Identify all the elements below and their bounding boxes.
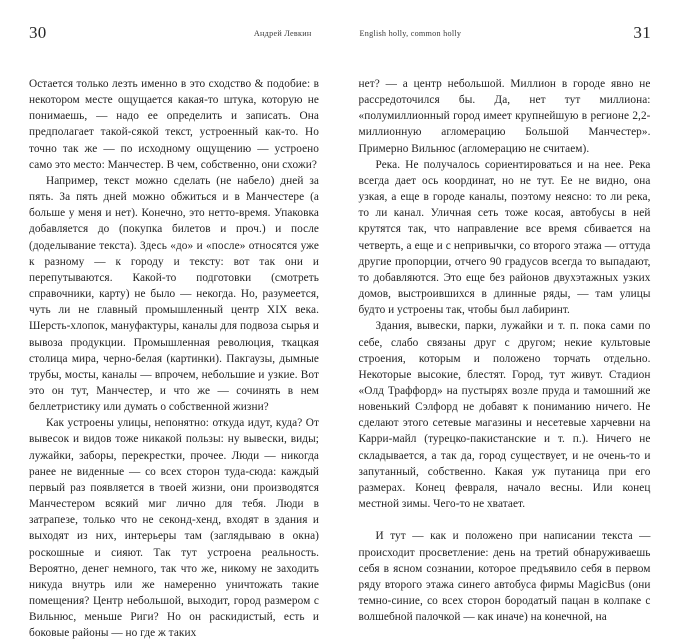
paragraph: Река. Не получалось сориентироваться и на нее. Река всегда дает ось координат, но не тут. Ее не видно, она узкая, а еще в городе каналы, поэтому неясно: то ли река, то ли канал. Уличная сеть тоже косая, автобусы в ней крутятся так, что направление все время сбивается на четверть, а еще и с непривычки, со второго этажа — оттуда другие пропорции, отчего 90 градусов всегда то выпадают, то добавляются. Это еще без районов двухэтажных узких домов, выстроившихся в длинные ряды, — там улицы будто и устроены так, чтобы был лабиринт. (359, 157, 651, 319)
running-head-right (359, 24, 652, 54)
page-right (338, 0, 675, 540)
page-left (0, 0, 338, 540)
paragraph: Например, текст можно сделать (не набело) дней за пять. За пять дней можно обжиться и в Манчестере (а больше у меня и нет). Конечно, это нетто-время. Упаковка добавляется до (покупка билетов и проч.) и после (доделывание текста). Здесь «до» и «после» относятся уже к разному — к городу и тексту: вот так они и перепутываются. Какой-то подготовки (смотреть справочники, карту) не было — некогда. Но, разумеется, чуть ли не главный промышленный центр XIX века. Шерсть-хлопок, мануфактуры, каналы для подвоза сырья и вывоза продукции. Промышленная революция, ткацкая столица мира, черно-белая (картинки). Пакгаузы, дымные трубы, мосты, каналы — впрочем, небольшие и узкие. Вот это он тут, Манчестер, и что же — сочинять в нем беллетристику или думать о собственной жизни? (29, 173, 319, 415)
body-text-right (359, 76, 651, 625)
running-head-left (29, 24, 318, 54)
page-number-left: 30 (29, 24, 47, 41)
paragraph: Как устроены улицы, непонятно: откуда идут, куда? От вывесок и видов тоже никакой пользы: ну вывески, виды; лужайки, заборы, перекрестки, прочее. Люди — никогда ранее не виденные — со всех сторон туда-сюда: каждый первый раз появляется в твоей жизни, они производятся Манчестером всякий миг лично для тебя. Люди в затрапезе, только что не секонд-хенд, входят в здания и выходят из них, интерьеры там (заглядываю в окна) роскошные и сияют. Так тут устроена реальность. Вероятно, денег немного, так что же, никому не заходить никуда внутрь или же намеренно уничтожать такие помещения? Центр небольшой, выходит, город размером с Вильнюс, меньше Риги? Но он раскидистый, есть и боковые районы — но где ж таких (29, 415, 319, 641)
running-head-title-right: English holly, common holly (360, 30, 462, 38)
paragraph: И тут — как и положено при написании текста — происходит просветление: день на третий обнаруживаешь себя в ясном сознании, которое предъявило себя в первом ряду второго этажа синего автобуса фирмы MagicBus (они темно-синие, со всех сторон бородатый пацан в колпаке с волшебной палочкой — как иначе) на конечной, на (359, 528, 651, 625)
page-number-right: 31 (633, 24, 651, 41)
running-head-title-left: Андрей Левкин (254, 30, 312, 38)
body-text-left (29, 76, 319, 641)
paragraph: нет? — а центр небольшой. Миллион в городе явно не рассредоточился бы. Да, нет тут миллиона: «полумиллионный город имеет крупнейшую в регионе 2,2-миллионную агломерацию Большой Манчестер». Примерно Вильнюс (агломерацию не считаем). (359, 76, 651, 157)
paragraph: Здания, вывески, парки, лужайки и т. п. пока сами по себе, слабо связаны друг с другом; некие культовые строения, которым и положено торчать отдельно. Некоторые высокие, блестят. Город, тут живут. Стадион «Олд Траффорд» на пустырях возле пруда и тамошний же новенький Сэлфорд не добавят к пониманию ничего. Не сделают этого сетевые магазины и несетевые харчевни на Карри-майл (турецко-пакистанские и т. п.). Ничего не складывается, а так да, город существует, и не очень-то и запутанный, собственно. Какая уж путаница при его размерах. Конец февраля, начало весны. Или конец местной зимы. Чего-то не хватает. (359, 318, 651, 512)
paragraph: Остается только лезть именно в это сходство & подобие: в некотором месте ощущается какая-то штука, которую не понимаешь, — надо ее определить и записать. Она предполагает такой-сякой текст, устроенный как-то. Но точно так же — по исходному ощущению — устроено само это место: Манчестер. В чем, собственно, они схожи? (29, 76, 319, 173)
